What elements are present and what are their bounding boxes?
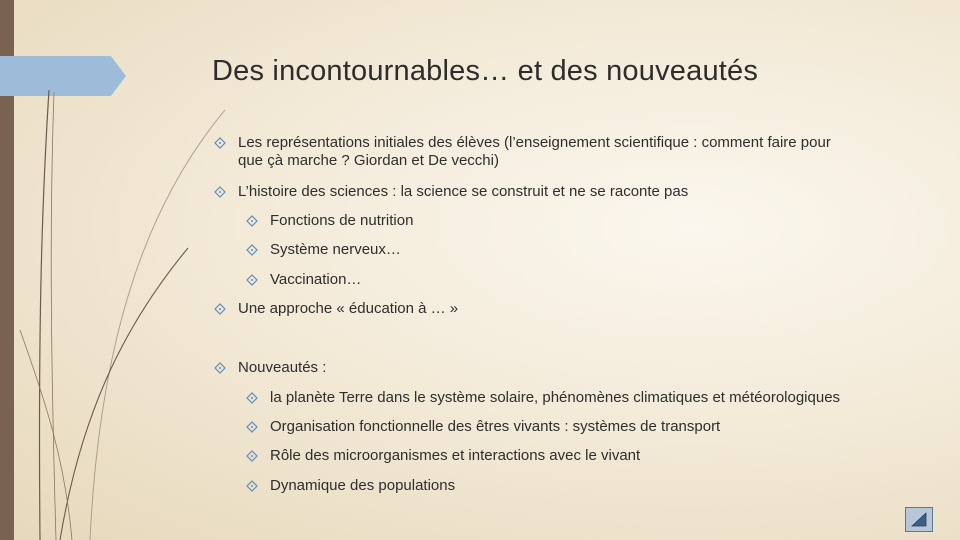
sub-bullet-item — [246, 241, 401, 259]
bullet-text: Une approche « éducation à … » — [238, 300, 459, 317]
diamond-bullet-icon — [214, 359, 238, 377]
bullet-text: Système nerveux… — [270, 241, 401, 258]
previous-slide-button[interactable] — [905, 507, 933, 532]
previous-slide-icon — [909, 511, 929, 529]
bullet-text: la planète Terre dans le système solaire, phénomènes climatiques et météorologiques — [270, 389, 841, 406]
diamond-bullet-icon — [246, 241, 270, 259]
diamond-bullet-icon — [246, 389, 270, 407]
sub-bullet-item — [246, 271, 361, 289]
diamond-bullet-icon — [246, 447, 270, 465]
bullet-text: Les représentations initiales des élèves (l’enseignement scientifique : comment faire pour que çà marche ? Giordan et De vecchi) — [238, 134, 831, 169]
sub-bullet-item — [246, 477, 455, 495]
sub-bullet-item — [246, 389, 840, 407]
diamond-bullet-icon — [246, 477, 270, 495]
bullet-text: Dynamique des populations — [270, 477, 456, 494]
diamond-bullet-icon — [214, 134, 238, 152]
bullet-item — [214, 134, 831, 170]
bullet-item — [214, 359, 326, 377]
diamond-bullet-icon — [246, 418, 270, 436]
bullet-item — [214, 183, 688, 201]
sub-bullet-item — [246, 447, 640, 465]
bullet-text: Nouveautés : — [238, 359, 327, 376]
bullet-text: Fonctions de nutrition — [270, 212, 414, 229]
bullet-item — [214, 300, 458, 318]
diamond-bullet-icon — [246, 212, 270, 230]
bullet-text: L’histoire des sciences : la science se construit et ne se raconte pas — [238, 183, 689, 200]
bullet-text: Rôle des microorganismes et interactions avec le vivant — [270, 447, 641, 464]
bullet-text: Organisation fonctionnelle des êtres vivants : systèmes de transport — [270, 418, 721, 435]
sub-bullet-item — [246, 212, 413, 230]
slide-title: Des incontournables… et des nouveautés — [212, 55, 759, 87]
bullet-text: Vaccination… — [270, 271, 362, 288]
diamond-bullet-icon — [214, 183, 238, 201]
diamond-bullet-icon — [214, 300, 238, 318]
diamond-bullet-icon — [246, 271, 270, 289]
sub-bullet-item — [246, 418, 720, 436]
